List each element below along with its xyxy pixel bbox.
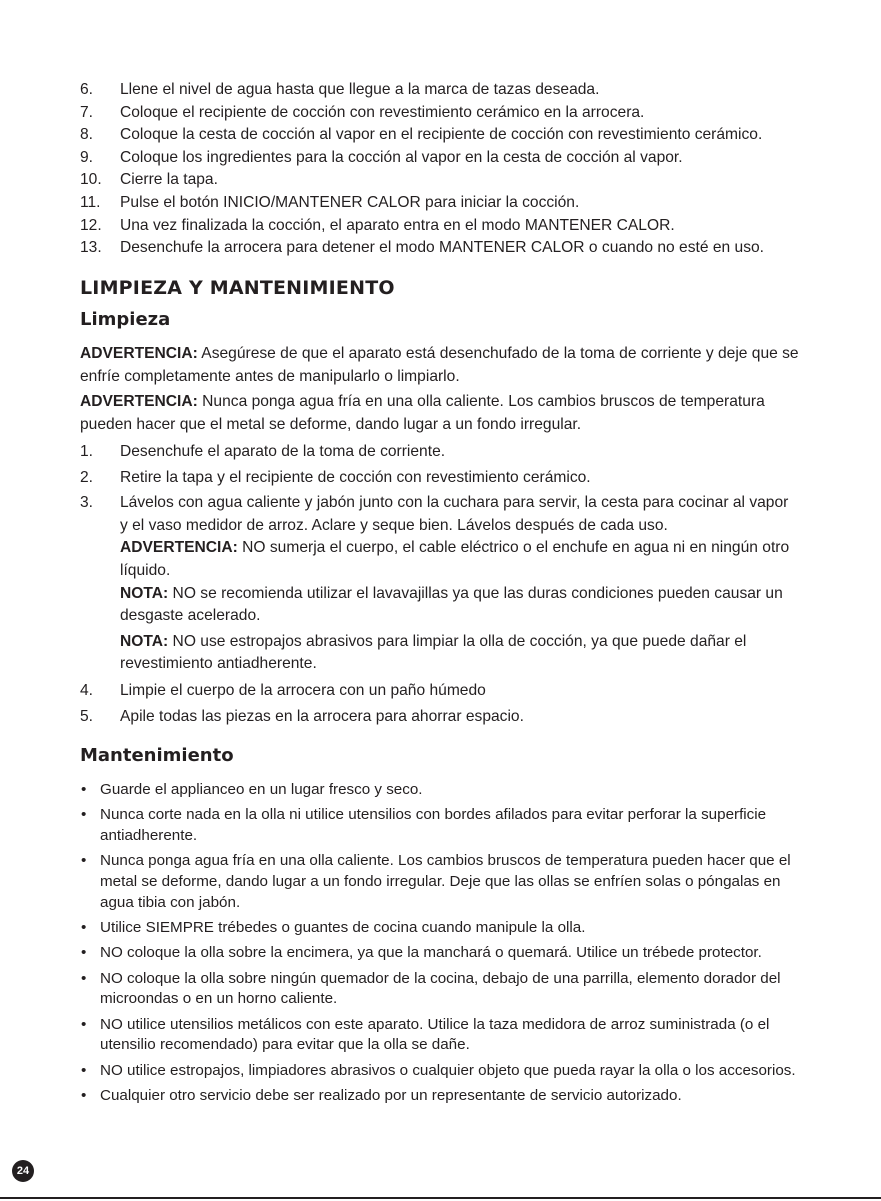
bullet: • — [81, 944, 87, 962]
warning-label: ADVERTENCIA: — [80, 393, 198, 410]
maintenance-item-text: NO coloque la olla sobre ningún quemador de la cocina, debajo de una parrilla, elemento dorador del microondas o en un horno caliente. — [100, 969, 781, 1008]
bullet: • — [81, 969, 87, 987]
step-item — [80, 467, 800, 490]
step-item — [80, 147, 800, 170]
step-number: 11. — [80, 193, 101, 211]
maintenance-item-text: Nunca corte nada en la olla ni utilice utensilios con bordes afilados para evitar perforar la superficie antiadherente. — [100, 806, 767, 844]
step-number: 10. — [80, 171, 102, 189]
step-item — [80, 215, 800, 238]
step-text: Una vez finalizada la cocción, el aparato entra en el modo MANTENER CALOR. — [120, 216, 675, 234]
step-text: Pulse el botón INICIO/MANTENER CALOR para iniciar la cocción. — [120, 193, 580, 211]
maintenance-item-text: NO coloque la olla sobre la encimera, ya que la manchará o quemará. Utilice un trébede protector. — [100, 944, 762, 962]
maintenance-item-text: Utilice SIEMPRE trébedes o guantes de cocina cuando manipule la olla. — [100, 918, 586, 936]
step3-warning — [120, 537, 800, 582]
step-text: Coloque el recipiente de cocción con revestimiento cerámico en la arrocera. — [120, 103, 645, 121]
step-number: 7. — [80, 103, 94, 121]
step-text: Llene el nivel de agua hasta que llegue a la marca de tazas deseada. — [120, 81, 600, 98]
step-item — [80, 192, 800, 215]
step-item — [80, 237, 800, 260]
maintenance-item-text: Guarde el applianceo en un lugar fresco y seco. — [100, 781, 423, 798]
step-number: 5. — [80, 707, 94, 725]
step-number: 6. — [80, 81, 94, 98]
maintenance-item — [80, 1061, 800, 1082]
cooking-steps-list — [80, 79, 800, 260]
bullet: • — [81, 1087, 87, 1105]
step-text: Cierre la tapa. — [120, 171, 218, 189]
step-number: 9. — [80, 148, 94, 166]
step-item — [80, 102, 800, 125]
step-item — [80, 680, 800, 703]
maintenance-item — [80, 1015, 800, 1056]
step-text: Desenchufe el aparato de la toma de corriente. — [120, 443, 446, 460]
maintenance-list — [80, 780, 800, 1111]
maintenance-title: Mantenimiento — [80, 745, 234, 766]
step-item — [80, 79, 800, 102]
maintenance-item — [80, 969, 800, 1010]
step-number: 4. — [80, 681, 94, 699]
warning-label: ADVERTENCIA: — [120, 539, 238, 557]
note-label: NOTA: — [120, 632, 169, 650]
maintenance-item-text: Nunca ponga agua fría en una olla caliente. Los cambios bruscos de temperatura pueden hacer que el metal se deforme, dando lugar a un fondo irregular. Deje que las ollas se enfríen solas o póngalas en agua tibia con jabón. — [100, 852, 791, 911]
step-number: 13. — [80, 239, 102, 257]
bullet: • — [81, 1015, 87, 1033]
step-number: 3. — [80, 494, 94, 512]
cleaning-title: Limpieza — [80, 309, 171, 330]
maintenance-item — [80, 851, 800, 913]
step-text: Apile todas las piezas en la arrocera para ahorrar espacio. — [120, 707, 524, 725]
section-title: LIMPIEZA Y MANTENIMIENTO — [80, 277, 395, 299]
cleaning-warning-2 — [80, 391, 800, 436]
step-item — [80, 441, 800, 464]
maintenance-item-text: Cualquier otro servicio debe ser realizado por un representante de servicio autorizado. — [100, 1087, 682, 1105]
maintenance-item — [80, 780, 800, 801]
warning-text: NO sumerja el cuerpo, el cable eléctrico o el enchufe en agua ni en ningún otro líquido. — [120, 539, 790, 579]
step-number: 1. — [80, 443, 94, 460]
warning-label: ADVERTENCIA: — [80, 345, 198, 362]
maintenance-item-text: NO utilice utensilios metálicos con este aparato. Utilice la taza medidora de arroz suministrada (o el utensilio recomendado) para evitar que la olla se dañe. — [100, 1015, 770, 1054]
step-text: Coloque los ingredientes para la cocción al vapor en la cesta de cocción al vapor. — [120, 148, 683, 166]
step-item — [80, 706, 800, 729]
bullet: • — [81, 781, 87, 798]
page-number: 24 — [12, 1160, 34, 1182]
maintenance-item — [80, 805, 800, 846]
bullet: • — [81, 1061, 87, 1079]
step-number: 2. — [80, 468, 94, 486]
step-text: Lávelos con agua caliente y jabón junto con la cuchara para servir, la cesta para cocinar al vapor y el vaso medidor de arroz. Aclare y seque bien. Lávelos después de cada uso. — [120, 494, 789, 534]
step3-note-2 — [120, 631, 800, 676]
step-text: Desenchufe la arrocera para detener el modo MANTENER CALOR o cuando no esté en uso. — [120, 239, 765, 257]
cleaning-steps-list — [80, 441, 800, 728]
maintenance-item-text: NO utilice estropajos, limpiadores abrasivos o cualquier objeto que pueda rayar la olla o los accesorios. — [100, 1061, 796, 1079]
bullet: • — [81, 806, 87, 824]
warning-text: Nunca ponga agua fría en una olla caliente. Los cambios bruscos de temperatura pueden hacer que el metal se deforme, dando lugar a un fondo irregular. — [80, 393, 765, 433]
warning-text: Asegúrese de que el aparato está desenchufado de la toma de corriente y deje que se enfríe completamente antes de manipularlo o limpiarlo. — [80, 345, 799, 385]
step-item — [80, 169, 800, 192]
note-text: NO se recomienda utilizar el lavavajillas ya que las duras condiciones pueden causar un desgaste acelerado. — [120, 584, 783, 625]
bullet: • — [81, 918, 87, 936]
maintenance-item — [80, 943, 800, 964]
step-text: Limpie el cuerpo de la arrocera con un paño húmedo — [120, 681, 486, 699]
step-item — [80, 124, 800, 147]
bottom-divider — [0, 1197, 881, 1199]
note-text: NO use estropajos abrasivos para limpiar la olla de cocción, ya que puede dañar el revestimiento antiadherente. — [120, 632, 747, 673]
maintenance-item — [80, 918, 800, 939]
step-item — [80, 492, 800, 676]
step-number: 8. — [80, 126, 94, 144]
step-text: Retire la tapa y el recipiente de cocción con revestimiento cerámico. — [120, 468, 591, 486]
step-text: Coloque la cesta de cocción al vapor en el recipiente de cocción con revestimiento cerámico. — [120, 126, 763, 144]
cleaning-warning-1 — [80, 343, 800, 388]
step-number: 12. — [80, 216, 102, 234]
note-label: NOTA: — [120, 584, 169, 602]
step3-note-1 — [120, 583, 800, 628]
maintenance-item — [80, 1086, 800, 1107]
bullet: • — [81, 852, 87, 870]
